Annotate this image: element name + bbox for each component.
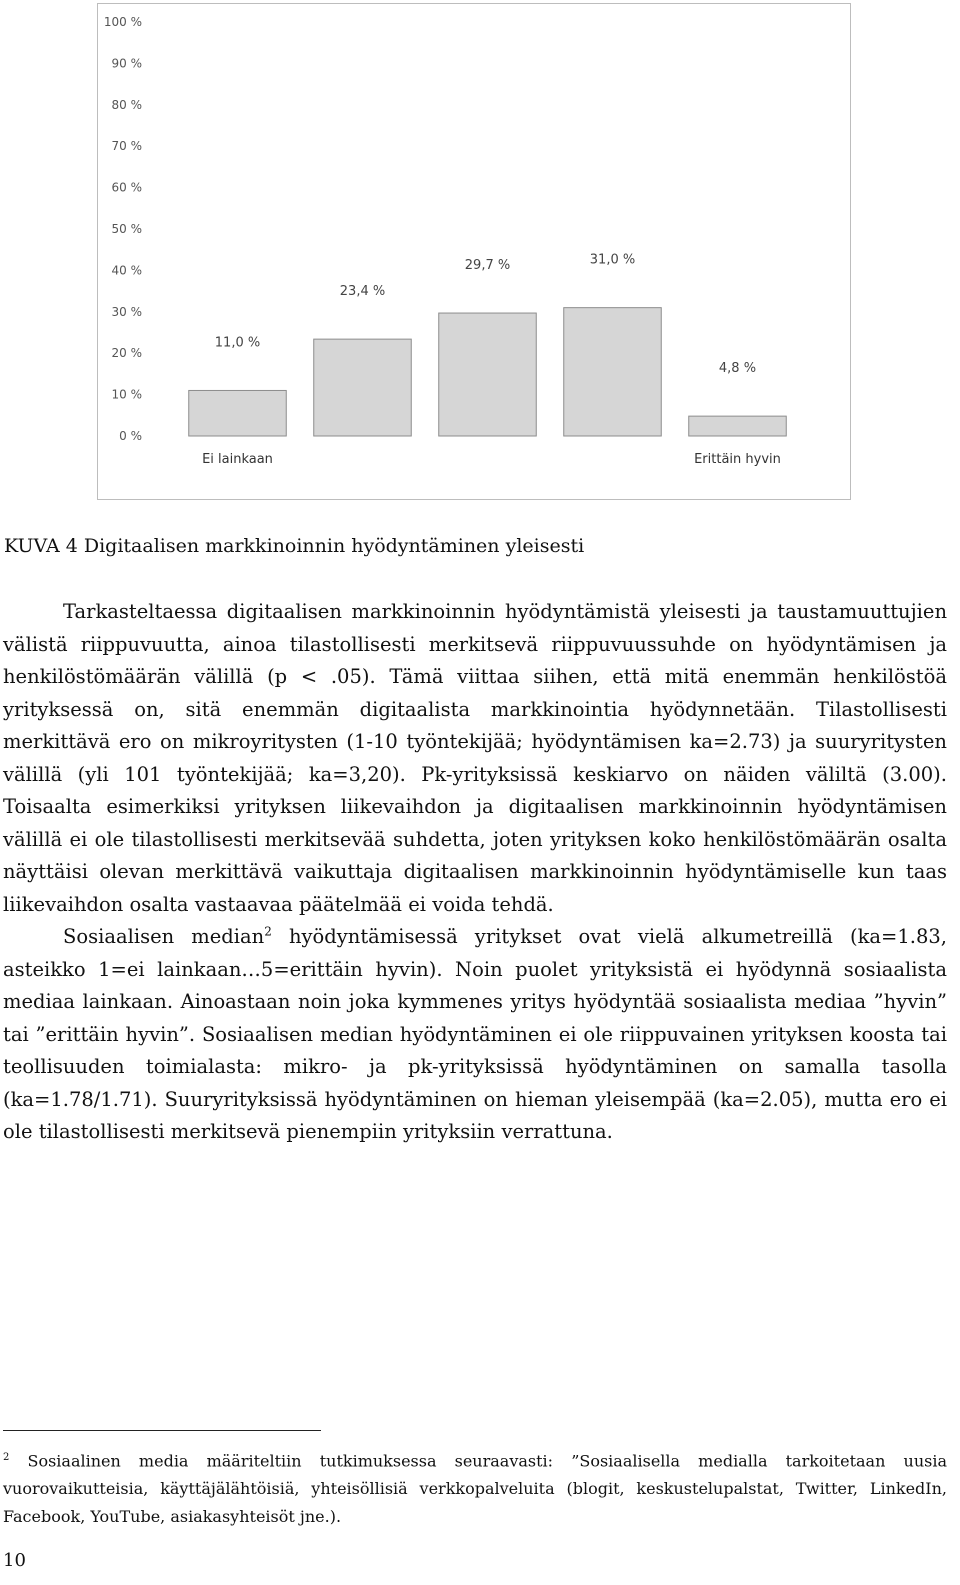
- bar: [314, 339, 412, 436]
- y-tick-label: 20 %: [111, 346, 142, 361]
- y-tick-label: 30 %: [111, 304, 142, 319]
- footnote-text: Sosiaalinen media määriteltiin tutkimuksessa seuraavasti: ”Sosiaalisella medialla tarkoitetaan uusia vuorovaikutteisia, käyttäjälähtöisiä, yhteisöllisiä verkkopalveluita (blogit, keskustelupalstat, Twitter, LinkedIn, Facebook, YouTube, asiakasyhteisöt jne.).: [3, 1451, 947, 1527]
- footnote: [3, 1444, 947, 1531]
- category-label: Ei lainkaan: [202, 452, 273, 467]
- paragraph-2-rest: hyödyntämisessä yritykset ovat vielä alkumetreillä (ka=1.83, asteikko 1=ei lainkaan…5=erittäin hyvin). Noin puolet yrityksistä ei hyödynnä sosiaalista mediaa lainkaan. Ainoastaan noin joka kymmenes yritys hyödyntää sosiaalista mediaa ”hyvin” tai ”erittäin hyvin”. Sosiaalisen median hyödyntäminen ei ole riippuvainen yrityksen koosta tai teollisuuden toimialasta: mikro- ja pk-yrityksissä hyödyntäminen on samalla tasolla (ka=1.78/1.71). Suuryrityksissä hyödyntäminen on hieman yleisempää (ka=2.05), mutta ero ei ole tilastollisesti merkitsevä pienempiin yrityksiin verrattuna.: [3, 925, 948, 1143]
- y-tick-label: 80 %: [111, 97, 142, 112]
- data-label: 4,8 %: [718, 361, 757, 377]
- bar: [189, 390, 287, 436]
- y-tick-label: 50 %: [111, 222, 142, 236]
- category-label: Erittäin hyvin: [694, 452, 781, 467]
- chart-svg: [98, 4, 850, 499]
- y-tick-label: 100 %: [103, 15, 142, 29]
- body-text: [3, 596, 947, 1149]
- figure-caption: KUVA 4 Digitaalisen markkinoinnin hyödyntäminen yleisesti: [4, 535, 585, 557]
- y-tick-label: 40 %: [111, 263, 142, 278]
- bar: [689, 416, 787, 436]
- data-label: 11,0 %: [214, 335, 261, 351]
- data-label: 29,7 %: [464, 258, 511, 274]
- footnote-marker: 2: [3, 1452, 10, 1463]
- paragraph-2: [3, 921, 947, 1149]
- paragraph-1: Tarkasteltaessa digitaalisen markkinoinnin hyödyntämistä yleisesti ja taustamuuttujien välistä riippuvuutta, ainoa tilastollisesti merkitsevä riippuvuussuhde on hyödyntämisen ja henkilöstömäärän välillä (p < .05). Tämä viittaa siihen, että mitä enemmän henkilöstöä yrityksessä on, sitä enemmän digitaalista markkinointia hyödynnetään. Tilastollisesti merkittävä ero on mikroyritysten (1-10 työntekijää; hyödyntämisen ka=2.73) ja suuryritysten välillä (yli 101 työntekijää; ka=3,20). Pk-yrityksissä keskiarvo on näiden väliltä (3.00). Toisaalta esimerkiksi yrityksen liikevaihdon ja digitaalisen markkinoinnin hyödyntämisen välillä ei ole tilastollisesti merkitsevää suhdetta, joten yrityksen koko henkilöstömäärän osalta näyttäisi olevan merkittävä vaikuttaja digitaalisen markkinoinnin hyödyntämiselle kun taas liikevaihdon osalta vastaavaa päätelmää ei voida tehdä.: [3, 600, 947, 916]
- bar: [564, 308, 662, 436]
- y-tick-label: 60 %: [111, 180, 142, 195]
- page-number: 10: [3, 1550, 26, 1571]
- y-tick-label: 10 %: [111, 387, 142, 402]
- data-label: 23,4 %: [339, 284, 386, 300]
- paragraph-2-start: Sosiaalisen median: [63, 925, 265, 948]
- y-tick-label: 90 %: [111, 56, 142, 71]
- footnote-reference: 2: [264, 924, 272, 939]
- y-tick-label: 70 %: [111, 139, 142, 154]
- bar-chart: [97, 3, 851, 500]
- bar: [439, 313, 537, 436]
- y-tick-label: 0 %: [119, 429, 142, 443]
- data-label: 31,0 %: [589, 252, 636, 268]
- footnote-rule: [3, 1430, 321, 1431]
